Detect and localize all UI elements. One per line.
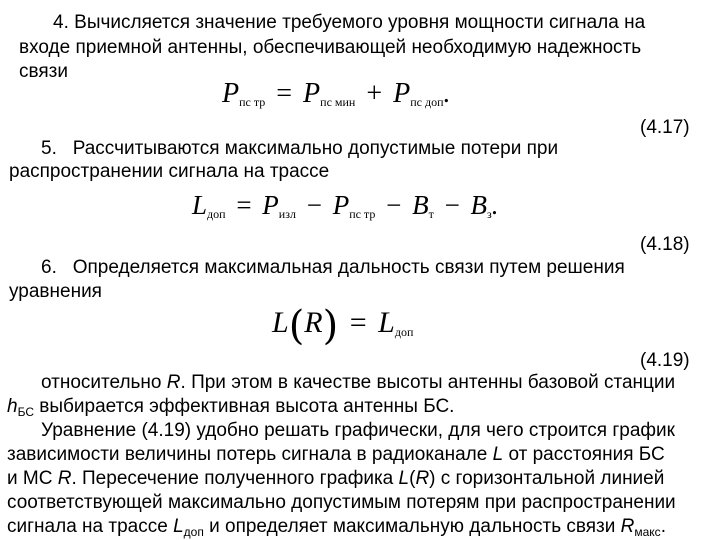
- item-6-line-2: уравнения: [9, 281, 102, 302]
- item-6-text: Определяется максимальная дальность связи путем решения: [72, 257, 625, 278]
- item-5-line-2: распространении сигнала на трассе: [9, 161, 330, 182]
- item-5-text: Рассчитываются максимально допустимые потери при: [72, 138, 559, 159]
- item-6-line-1: [41, 257, 625, 279]
- paragraph-line-3: Уравнение (4.19) удобно решать графически, для чего строится график: [41, 420, 675, 441]
- equation-number-4-17: (4.17): [640, 117, 690, 138]
- item-5-number: 5.: [41, 138, 57, 159]
- equation-number-4-19: (4.19): [640, 350, 690, 371]
- item-4-line-1: [53, 12, 645, 34]
- formula-4-17: Pпс тр = Pпс мин + Pпс доп.: [222, 78, 451, 109]
- formula-4-19: L(R) = Lдоп: [272, 303, 414, 349]
- paragraph-line-4: зависимости величины потерь сигнала в радиоканале L от расстояния БС: [7, 444, 665, 465]
- item-5-line-1: [41, 138, 558, 160]
- formula-4-18: Lдоп = Pизл − Pпс тр − Bт − Bз.: [192, 190, 499, 221]
- paragraph-line-2: $h_{БС}$ выбирается эффективная высота антенны БС.: [7, 396, 455, 419]
- paragraph-line-7: сигнала на трассе $L_{доп}$ и определяет максимальную дальность связи $R_{макс}$.: [7, 516, 666, 539]
- item-4-text: Вычисляется значение требуемого уровня мощности сигнала на: [74, 12, 646, 33]
- item-4-line-3: связи: [19, 61, 68, 82]
- equation-number-4-18: (4.18): [640, 234, 690, 255]
- item-4-number: 4.: [53, 12, 69, 33]
- item-6-number: 6.: [41, 257, 57, 278]
- paragraph-line-1: относительно R. При этом в качестве высоты антенны базовой станции: [41, 372, 676, 393]
- item-4-line-2: входе приемной антенны, обеспечивающей необходимую надежность: [19, 37, 642, 58]
- paragraph-line-6: соответствующей максимально допустимым потерям при распространении: [7, 492, 676, 513]
- paragraph-line-5: и МС R. Пересечение полученного графика L(R) с горизонтальной линией: [7, 468, 665, 489]
